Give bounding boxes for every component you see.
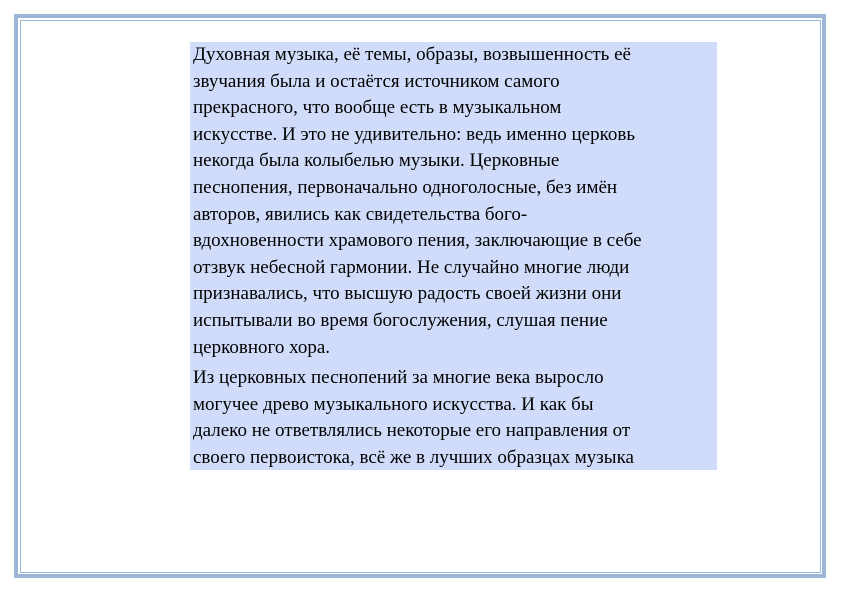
paragraph-2: Из церковных песнопений за многие века выросло могучее древо музыкального искусства. И как бы далеко не ответвлялись некоторые его направления от своего первоистока, всё же в лучших образцах музыка bbox=[193, 367, 634, 468]
text-block bbox=[190, 42, 717, 470]
paragraph-1: Духовная музыка, её темы, образы, возвышенность её звучания была и остаётся источником самого прекрасного, что вообще есть в музыкальном искусстве. И это не удивительно: ведь именно церковь некогда была колыбелью музыки. Церковные песнопения, первоначально одноголосные, без имён авторов, явились как свидетельства бого- вдохновенности храмового пения, заключающие в себе отзвук небесной гармонии. Не случайно многие люди признавались, что высшую радость своей жизни они испытывали во время богослужения, слушая пение церковного хора. bbox=[193, 44, 642, 358]
